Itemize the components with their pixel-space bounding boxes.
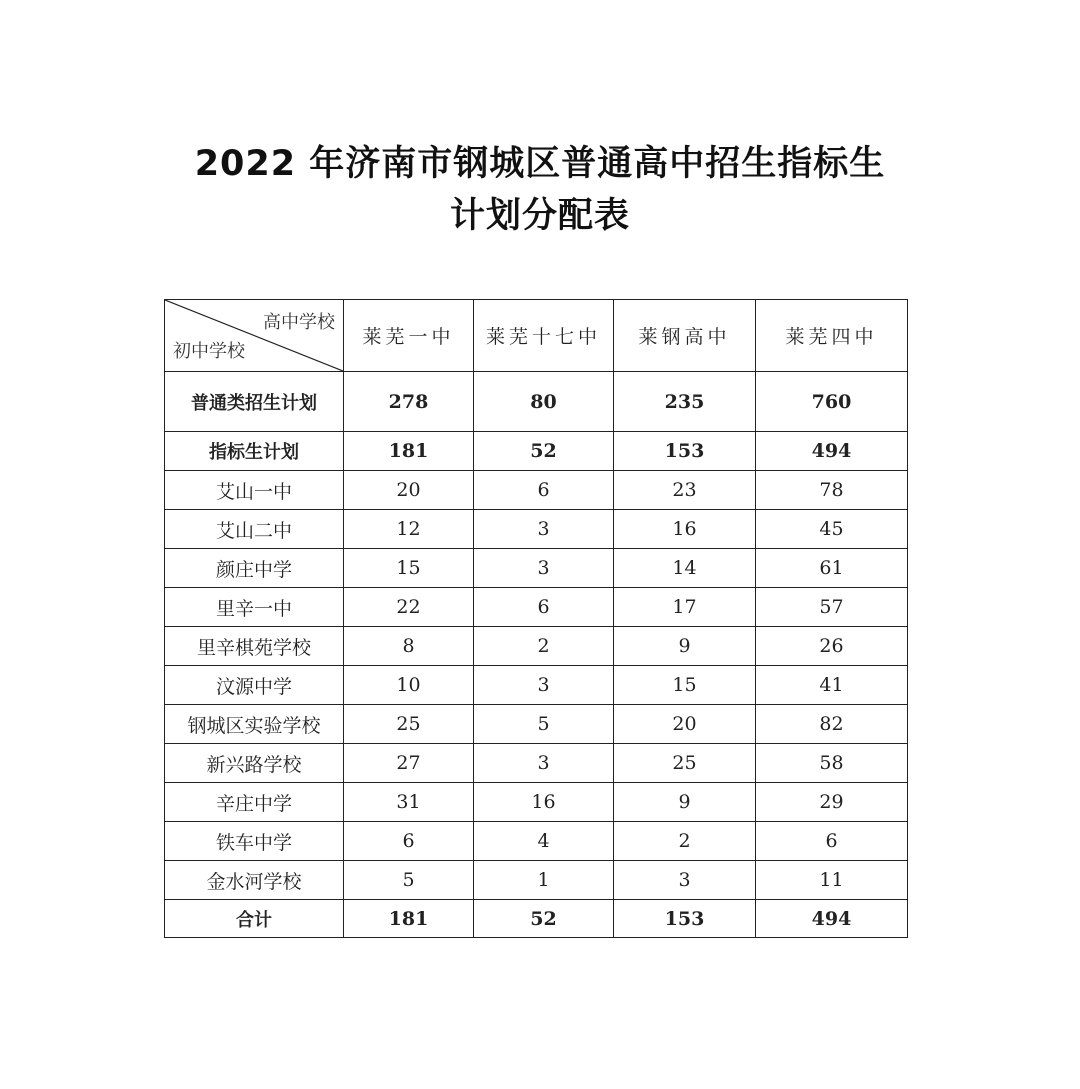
table-cell: 80: [474, 372, 614, 432]
quota-plan-row: [165, 432, 908, 471]
table-cell: 29: [756, 783, 908, 822]
table-cell: 153: [614, 900, 756, 938]
table-cell: 494: [756, 432, 908, 471]
page-title-line-1: 2022 年济南市钢城区普通高中招生指标生: [194, 144, 886, 184]
table-cell: 6: [474, 588, 614, 627]
page-title-line-2: 计划分配表: [449, 196, 630, 236]
table-cell: 3: [474, 744, 614, 783]
table-cell: 26: [756, 627, 908, 666]
table-cell: 52: [474, 432, 614, 471]
school-name-cell: 铁车中学: [165, 822, 344, 861]
table-cell: 153: [614, 432, 756, 471]
total-row: [165, 900, 908, 938]
table-row: [165, 822, 908, 861]
corner-label-middle-school: 初中学校: [173, 341, 245, 362]
table-cell: 15: [614, 666, 756, 705]
general-plan-row: [165, 372, 908, 432]
table-cell: 31: [344, 783, 474, 822]
table-cell: 12: [344, 510, 474, 549]
school-name-cell: 艾山一中: [165, 471, 344, 510]
table-row: [165, 705, 908, 744]
column-header: 莱芜四中: [756, 300, 908, 372]
corner-label-high-school: 高中学校: [263, 312, 335, 333]
table-cell: 27: [344, 744, 474, 783]
table-cell: 17: [614, 588, 756, 627]
table-cell: 181: [344, 900, 474, 938]
table-cell: 57: [756, 588, 908, 627]
table-row: [165, 549, 908, 588]
table-cell: 23: [614, 471, 756, 510]
table-row: [165, 861, 908, 900]
table-row: [165, 666, 908, 705]
school-name-cell: 颜庄中学: [165, 549, 344, 588]
table-cell: 61: [756, 549, 908, 588]
row-label: 合计: [165, 900, 344, 938]
school-name-cell: 汶源中学: [165, 666, 344, 705]
table-cell: 3: [474, 510, 614, 549]
table-cell: 16: [474, 783, 614, 822]
table-row: [165, 588, 908, 627]
table-cell: 3: [614, 861, 756, 900]
table-cell: 5: [474, 705, 614, 744]
table-cell: 6: [344, 822, 474, 861]
table-cell: 4: [474, 822, 614, 861]
table-cell: 9: [614, 627, 756, 666]
table-cell: 6: [474, 471, 614, 510]
table-row: [165, 783, 908, 822]
table-cell: 20: [614, 705, 756, 744]
table-cell: 494: [756, 900, 908, 938]
school-name-cell: 艾山二中: [165, 510, 344, 549]
table-row: [165, 627, 908, 666]
table-cell: 6: [756, 822, 908, 861]
table-cell: 22: [344, 588, 474, 627]
table-cell: 8: [344, 627, 474, 666]
allocation-table: [164, 299, 908, 938]
table-cell: 25: [614, 744, 756, 783]
school-name-cell: 里辛一中: [165, 588, 344, 627]
table-cell: 278: [344, 372, 474, 432]
corner-header-cell: [165, 300, 344, 372]
header-row: [165, 300, 908, 372]
table-row: [165, 471, 908, 510]
table-cell: 11: [756, 861, 908, 900]
table-cell: 10: [344, 666, 474, 705]
row-label: 指标生计划: [165, 432, 344, 471]
table-cell: 41: [756, 666, 908, 705]
table-cell: 3: [474, 666, 614, 705]
table-cell: 2: [614, 822, 756, 861]
table-cell: 45: [756, 510, 908, 549]
table-cell: 3: [474, 549, 614, 588]
row-label: 普通类招生计划: [165, 372, 344, 432]
table-cell: 1: [474, 861, 614, 900]
table-cell: 5: [344, 861, 474, 900]
table-cell: 25: [344, 705, 474, 744]
column-header: 莱芜十七中: [474, 300, 614, 372]
table-cell: 181: [344, 432, 474, 471]
school-name-cell: 金水河学校: [165, 861, 344, 900]
table-row: [165, 510, 908, 549]
school-name-cell: 辛庄中学: [165, 783, 344, 822]
table-cell: 58: [756, 744, 908, 783]
table-cell: 9: [614, 783, 756, 822]
column-header: 莱钢高中: [614, 300, 756, 372]
school-name-cell: 钢城区实验学校: [165, 705, 344, 744]
table-cell: 760: [756, 372, 908, 432]
table-cell: 14: [614, 549, 756, 588]
table-row: [165, 744, 908, 783]
table-cell: 15: [344, 549, 474, 588]
table-cell: 20: [344, 471, 474, 510]
table-cell: 78: [756, 471, 908, 510]
table-cell: 16: [614, 510, 756, 549]
table-cell: 82: [756, 705, 908, 744]
column-header: 莱芜一中: [344, 300, 474, 372]
school-name-cell: 新兴路学校: [165, 744, 344, 783]
table-cell: 2: [474, 627, 614, 666]
table-cell: 235: [614, 372, 756, 432]
school-name-cell: 里辛棋苑学校: [165, 627, 344, 666]
table-cell: 52: [474, 900, 614, 938]
